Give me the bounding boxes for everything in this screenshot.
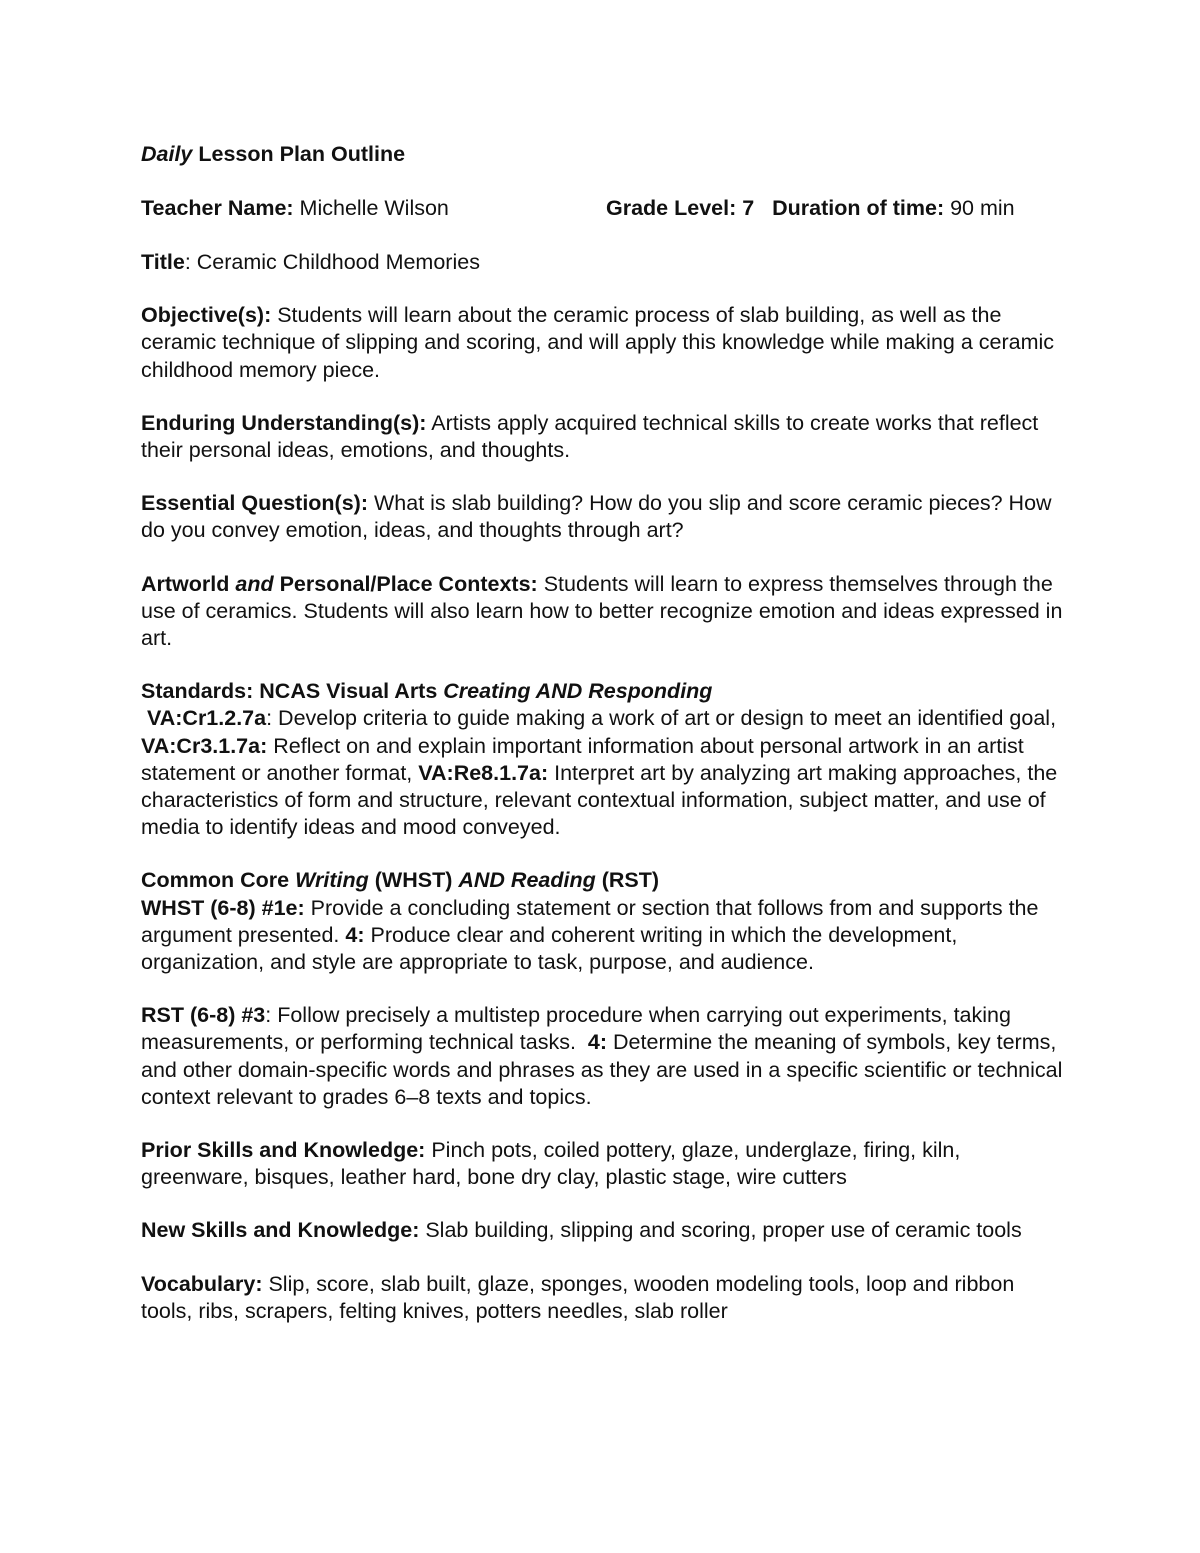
enduring-text: Artists apply acquired technical skills to create works that reflect their personal ideas, emotions, and thoughts. [141, 410, 1039, 463]
contexts-label-part2: Personal/Place Contexts: [279, 571, 538, 596]
rst4-code: 4: [587, 1030, 608, 1055]
standard-code: VA:Cr1.2.7a [146, 706, 267, 731]
whst4-text: Produce clear and coherent writing in which the development, organization, and style are appropriate to task, purpose, and audience. [141, 922, 958, 975]
vocabulary-label: Vocabulary: [141, 1271, 263, 1296]
standard-text: Reflect on and explain important information about personal artwork in an artist statement or another format, [141, 733, 1024, 785]
teacher-field [141, 195, 449, 222]
rst-text: : Follow precisely a multistep procedure when carrying out experiments, taking measurements, or performing technical tasks. [141, 1003, 1011, 1055]
heading-text: Lesson Plan Outline [198, 142, 406, 166]
teacher-label: Teacher Name: [141, 196, 294, 220]
teacher-value: Michelle Wilson [299, 196, 449, 220]
common-core-heading [141, 867, 1066, 894]
document-heading [141, 140, 1066, 168]
cc-heading-part3: (RST) [601, 868, 660, 893]
grade-duration-field [606, 195, 1015, 222]
meta-row [141, 195, 1066, 223]
standard-text: : Develop criteria to guide making a work of art or design to meet an identified goal, [266, 706, 1057, 731]
prior-text: Pinch pots, coiled pottery, glaze, underglaze, firing, kiln, greenware, bisques, leather hard, bone dry clay, plastic stage, wire cutters [141, 1138, 961, 1190]
duration-label: Duration of time: [772, 196, 945, 220]
whst-body [141, 895, 1066, 977]
lesson-plan-page [141, 140, 1066, 1325]
cc-heading-part1: Common Core [141, 868, 290, 893]
heading-italic-word: Daily [141, 142, 193, 166]
standard-text: Interpret art by analyzing art making approaches, the characteristics of form and structure, relevant contextual information, subject matter, and use of media to identify ideas and mood conveyed. [141, 760, 1058, 840]
rst-code: RST (6-8) #3 [141, 1003, 266, 1028]
contexts-label-italic: and [235, 571, 274, 596]
cc-heading-and-reading: AND Reading [458, 868, 596, 893]
title-value: : Ceramic Childhood Memories [184, 250, 480, 274]
prior-label: Prior Skills and Knowledge: [141, 1138, 426, 1163]
whst-text: Provide a concluding statement or section that follows from and supports the argument presented. [141, 895, 1039, 947]
standards-heading-bold: Standards: NCAS Visual Arts [141, 679, 438, 704]
cc-heading-writing: Writing [295, 868, 369, 893]
enduring-label: Enduring Understanding(s): [141, 410, 427, 435]
title-label: Title [141, 250, 185, 274]
essential-text: What is slab building? How do you slip and score ceramic pieces? How do you convey emotion, ideas, and thoughts through art? [141, 491, 1052, 543]
vocabulary-section [141, 1271, 1066, 1325]
rst-section [141, 1002, 1066, 1111]
rst4-text: Determine the meaning of symbols, key terms, and other domain-specific words and phrases as they are used in a specific scientific or technical context relevant to grades 6–8 texts and topics. [141, 1030, 1063, 1109]
common-core-section [141, 867, 1066, 976]
objectives-section [141, 302, 1066, 384]
essential-questions-section [141, 490, 1066, 544]
title-section [141, 249, 1066, 276]
standards-section [141, 678, 1066, 841]
contexts-text: Students will learn to express themselves through the use of ceramics. Students will also learn how to better recognize emotion and ideas expressed in art. [141, 571, 1063, 651]
vocabulary-text: Slip, score, slab built, glaze, sponges, wooden modeling tools, loop and ribbon tools, ribs, scrapers, felting knives, potters needles, slab roller [141, 1271, 1015, 1323]
contexts-section [141, 571, 1066, 653]
prior-skills-section [141, 1137, 1066, 1191]
objectives-label: Objective(s): [141, 303, 272, 328]
standard-code: VA:Cr3.1.7a: [141, 733, 268, 758]
cc-heading-part2: (WHST) [374, 868, 453, 893]
enduring-understanding-section [141, 410, 1066, 464]
new-skills-section [141, 1217, 1066, 1244]
standard-code: VA:Re8.1.7a: [418, 760, 549, 785]
contexts-label-part1: Artworld [141, 571, 230, 596]
duration-value: 90 min [950, 196, 1015, 220]
objectives-text: Students will learn about the ceramic process of slab building, as well as the ceramic technique of slipping and scoring, and will apply this knowledge while making a ceramic childhood memory piece. [141, 303, 1055, 382]
whst4-code: 4: [345, 922, 365, 947]
standards-heading-italic: Creating AND Responding [443, 679, 713, 704]
standards-heading [141, 678, 1066, 705]
new-skills-label: New Skills and Knowledge: [141, 1218, 420, 1243]
whst-code: WHST (6-8) #1e: [141, 895, 305, 920]
new-skills-text: Slab building, slipping and scoring, proper use of ceramic tools [425, 1218, 1022, 1243]
grade-level-label: Grade Level: 7 [606, 196, 755, 220]
essential-label: Essential Question(s): [141, 491, 368, 516]
standards-body [141, 705, 1066, 841]
